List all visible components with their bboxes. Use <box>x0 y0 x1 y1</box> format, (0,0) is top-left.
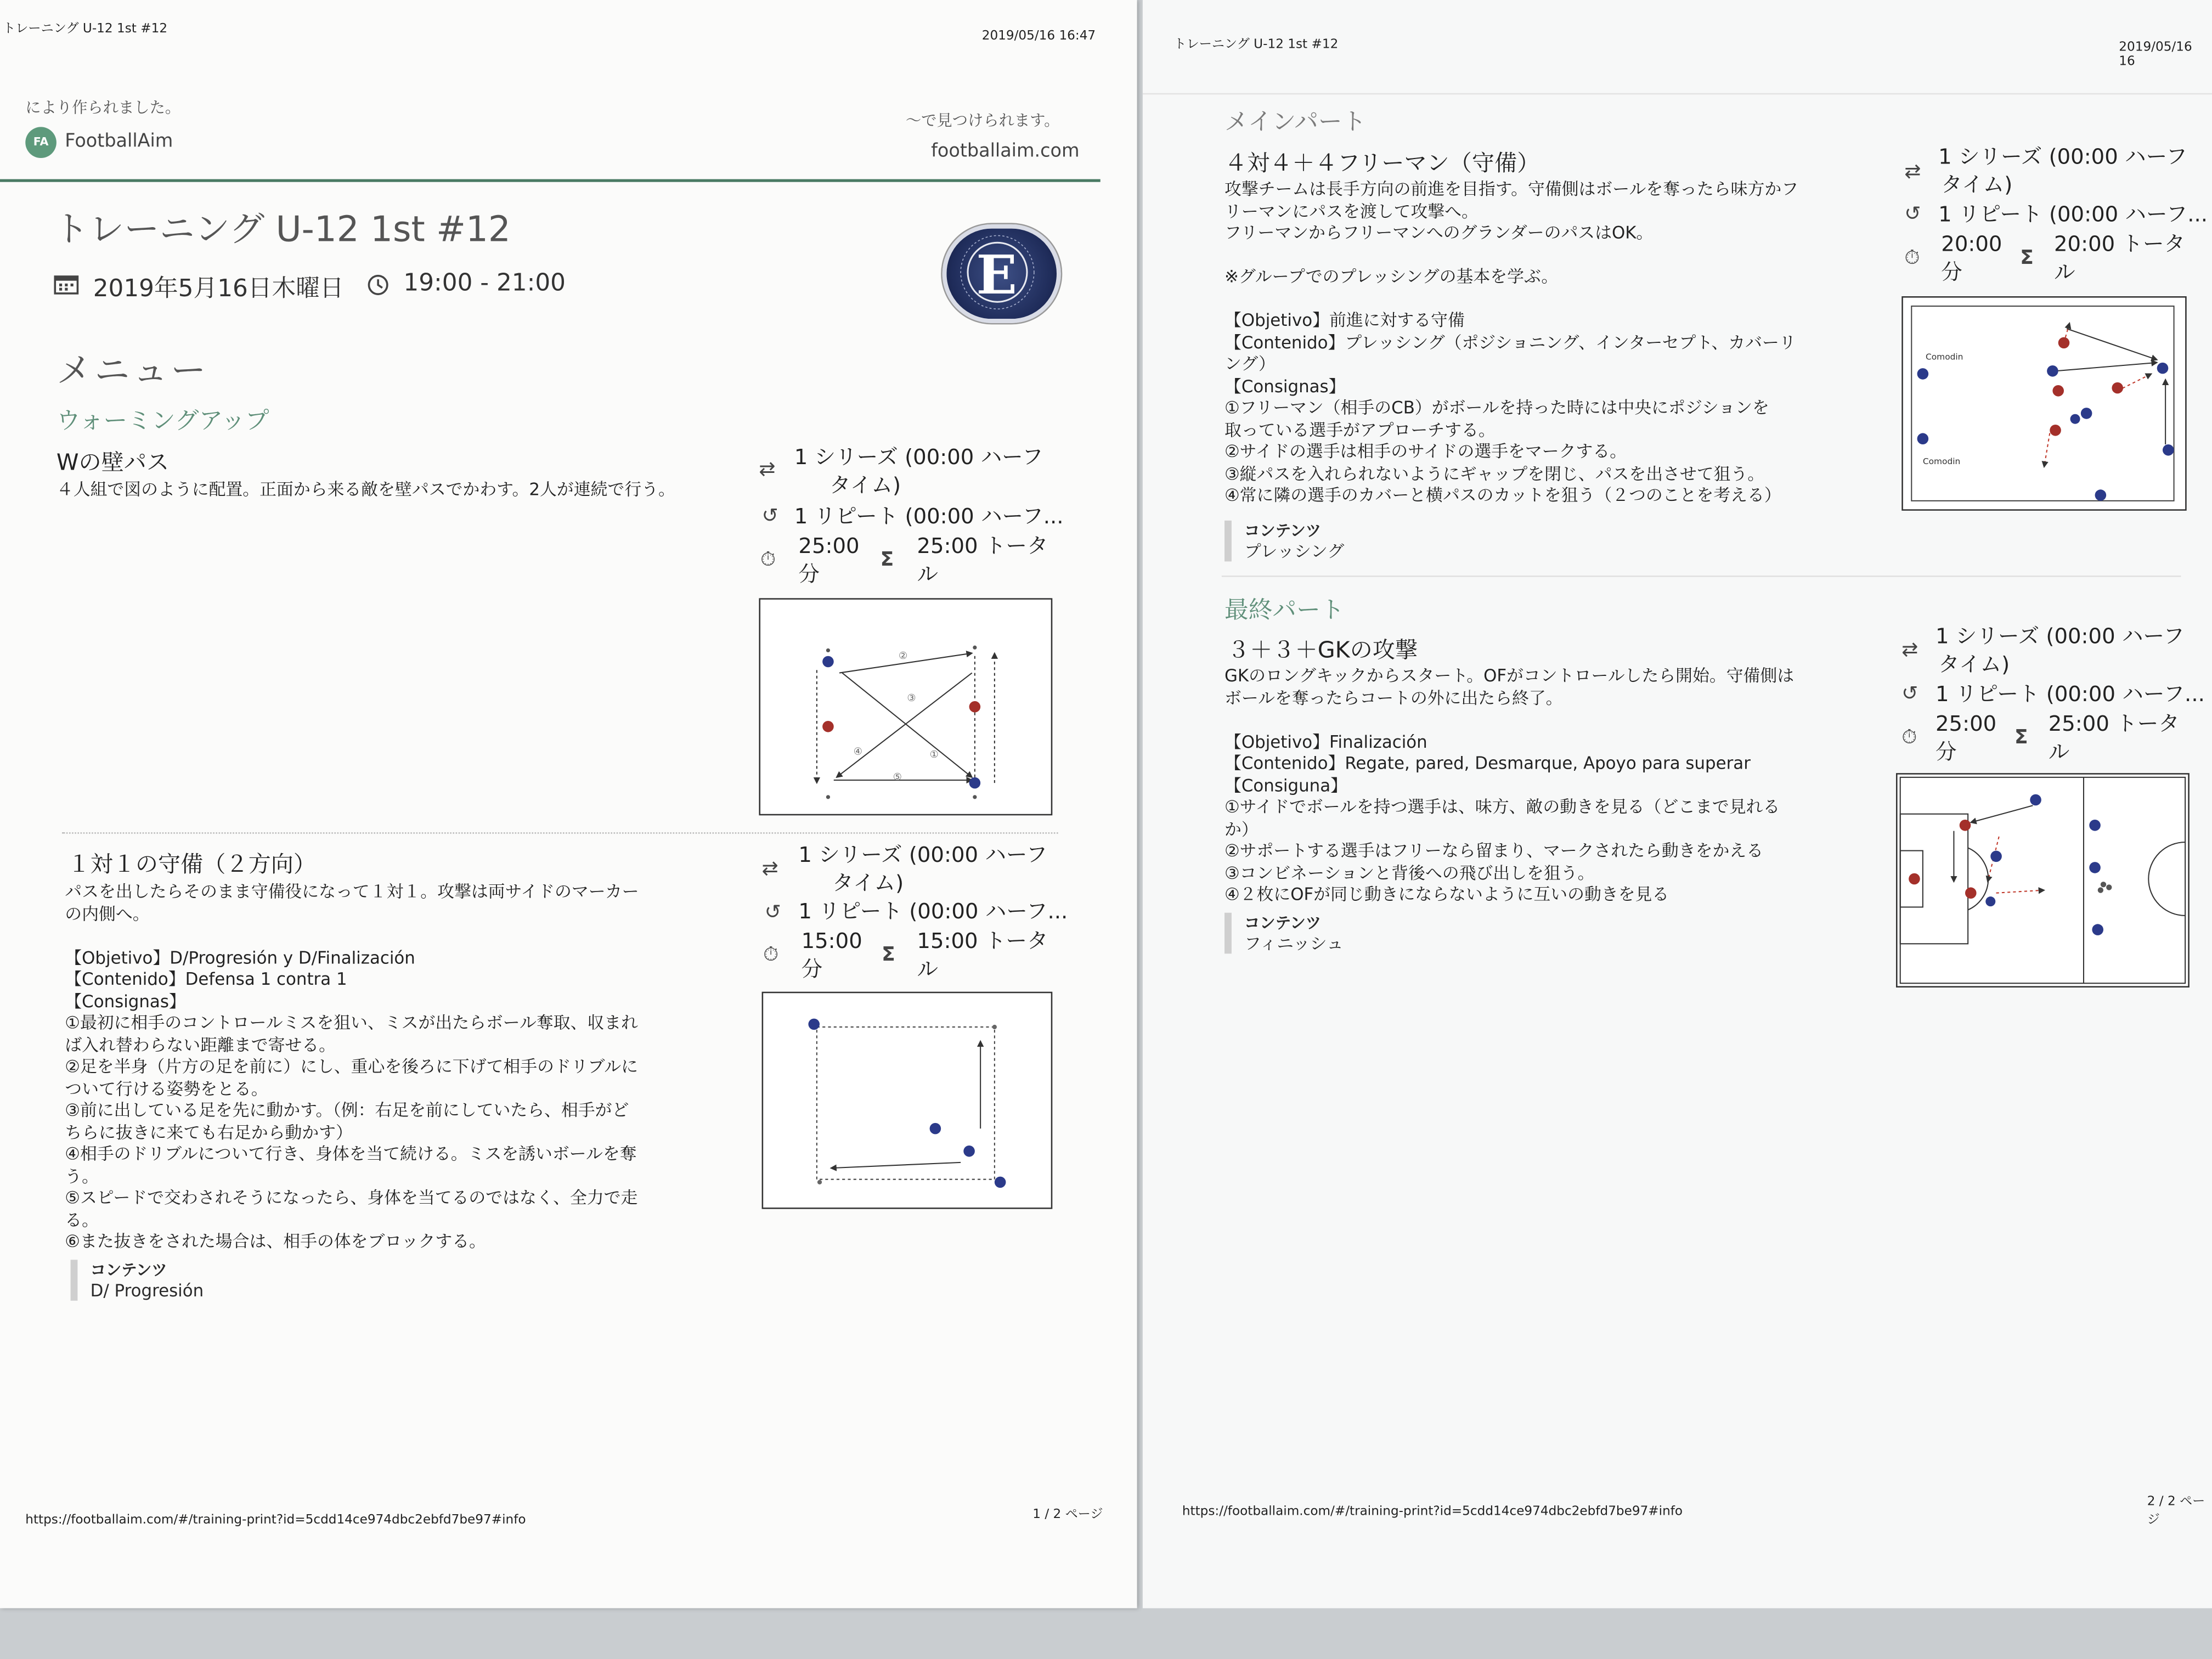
drill3-desc-line: ①フリーマン（相手のCB）がボールを持った時には中央にポジションを <box>1224 398 1769 418</box>
menu-heading: メニュー <box>56 349 209 391</box>
drill2-desc-line: 【Consignas】 <box>65 991 186 1011</box>
drill2-desc-line: の内側へ。 <box>65 904 150 923</box>
drill4-repeat: 1 リピート (00:00 ハーフ... <box>1936 681 2205 707</box>
drill2-series-line2: タイム) <box>832 870 904 896</box>
drill3-series-line1: 1 シリーズ (00:00 ハーフ <box>1938 144 2187 170</box>
drill3-total-line2: ル <box>2054 259 2075 285</box>
session-time: 19:00 - 21:00 <box>403 269 566 298</box>
drill4-duration-line1: 25:00 <box>1936 711 1997 737</box>
print-header-timestamp: 2019/05/16 16:47 <box>981 30 1096 44</box>
sigma-icon: Σ <box>882 944 895 967</box>
comodin-label-bottom: Comodin <box>1922 456 1961 466</box>
footer-url[interactable]: https://footballaim.com/#/training-print?id=5cdd14ce974dbc2ebfd7be97#info <box>25 1514 526 1528</box>
page-number: 2 / 2 ページ <box>2147 1495 2205 1528</box>
header-rule <box>1143 93 2212 95</box>
drill4-series-line1: 1 シリーズ (00:00 ハーフ <box>1936 623 2185 649</box>
drill3-repeat: 1 リピート (00:00 ハーフ... <box>1938 201 2208 227</box>
svg-text:④: ④ <box>853 746 862 758</box>
repeat-icon: ⇄ <box>759 458 776 481</box>
replay-icon: ↺ <box>761 505 778 528</box>
drill2-desc-line: ついて行ける姿勢をとる。 <box>65 1078 268 1098</box>
svg-text:⑤: ⑤ <box>893 771 902 783</box>
drill3-desc-line: フリーマンからフリーマンへのグランダーのパスはOK。 <box>1224 223 1654 243</box>
drill4-desc-line: 【Consiguna】 <box>1224 775 1347 795</box>
drill2-total-line2: ル <box>917 956 939 982</box>
drill4-desc-line: ④２枚にOFが同じ動きにならないように互いの動きを見る <box>1224 884 1669 905</box>
replay-icon: ↺ <box>1904 203 1921 226</box>
drill1-total-line1: 25:00 トータ <box>917 533 1048 559</box>
drill2-duration-line2: 分 <box>801 956 823 982</box>
drill1-total-line2: ル <box>917 561 939 587</box>
crest-monogram-icon: E <box>976 242 1017 306</box>
drill2-desc-line: ⑥また抜きをされた場合は、相手の体をブロックする。 <box>65 1231 486 1251</box>
drill3-title: ４対４＋４フリーマン（守備） <box>1224 149 1540 177</box>
drill4-series-line2: タイム) <box>1938 652 2010 678</box>
calendar-icon <box>54 272 79 295</box>
drill2-diagram <box>762 992 1053 1209</box>
drill3-desc-line: ※グループでのプレッシングの基本を学ぶ。 <box>1224 267 1559 286</box>
page-title: トレーニング U-12 1st #12 <box>53 208 511 250</box>
drill2-desc-line: 【Contenido】Defensa 1 contra 1 <box>65 969 347 989</box>
svg-text:①: ① <box>929 748 939 760</box>
repeat-icon: ⇄ <box>1901 639 1918 662</box>
drill3-desc-line <box>1224 289 1859 311</box>
comodin-label-top: Comodin <box>1926 352 1963 362</box>
drill3-desc-line <box>1224 245 1859 267</box>
drill3-desc-line: 【Contenido】プレッシング（ポジショニング、インターセプト、カバーリ <box>1224 332 1796 352</box>
drill1-description: ４人組で図のように配置。正面から来る敵を壁パスでかわす。2人が連続で行う。 <box>56 479 675 500</box>
drill2-desc-line: パスを出したらそのまま守備役になって１対１。攻撃は両サイドのマーカー <box>65 882 639 902</box>
drill3-desc-line: ④常に隣の選手のカバーと横パスのカットを狙う（２つのことを考える） <box>1224 485 1781 505</box>
drill2-desc-line: ②足を半身（片方の足を前に）にし、重心を後ろに下げて相手のドリブルに <box>65 1057 639 1076</box>
drill4-desc-line: ①サイドでボールを持つ選手は、味方、敵の動きを見る（どこまで見れる <box>1224 797 1780 817</box>
drill3-desc-line: ング） <box>1224 354 1276 374</box>
print-page-1 <box>0 0 1137 1608</box>
stopwatch-icon: ⏱ <box>1904 247 1920 270</box>
drill4-desc-line: か） <box>1224 819 1259 839</box>
drill2-desc-line: る。 <box>65 1210 99 1229</box>
drill3-desc-line: 取っている選手がアプローチする。 <box>1224 420 1496 439</box>
brand-name: FootballAim <box>65 131 173 153</box>
drill2-desc-line: ④相手のドリブルについて行き、身体を当て続ける。ミスを誘いボールを奪 <box>65 1144 637 1164</box>
drill3-desc-line: 【Objetivo】前進に対する守備 <box>1224 310 1465 330</box>
drill1-duration-line2: 分 <box>798 561 820 587</box>
clock-icon <box>367 274 390 296</box>
drill3-content-tag <box>1224 521 1344 562</box>
warmup-section-heading: ウォーミングアップ <box>56 408 269 436</box>
drill-separator <box>62 832 1058 835</box>
drill2-content-tag <box>71 1260 204 1301</box>
drill3-series-line2: タイム) <box>1941 172 2013 198</box>
sigma-icon: Σ <box>880 549 894 572</box>
final-section-heading: 最終パート <box>1224 596 1345 625</box>
created-by-text: により作られました。 <box>25 99 181 117</box>
replay-icon: ↺ <box>764 901 781 924</box>
drill1-duration-line1: 25:00 <box>798 533 860 559</box>
site-link[interactable]: footballaim.com <box>931 141 1080 162</box>
found-on-text: 〜で見つけられます。 <box>905 111 1060 130</box>
main-section-heading: メインパート <box>1224 109 1367 137</box>
drill4-description <box>1224 666 1859 906</box>
repeat-icon: ⇄ <box>1904 161 1921 184</box>
stopwatch-icon: ⏱ <box>763 944 779 967</box>
repeat-icon: ⇄ <box>761 857 778 881</box>
drill2-desc-line: う。 <box>65 1166 99 1186</box>
drill2-duration-line1: 15:00 <box>801 928 862 954</box>
drill3-desc-line: ②サイドの選手は相手のサイドの選手をマークする。 <box>1224 441 1627 461</box>
drill3-description <box>1224 179 1859 507</box>
page-number: 1 / 2 ページ <box>1032 1508 1103 1522</box>
drill4-desc-line: ②サポートする選手はフリーなら留まり、マークされたら動きをかえる <box>1224 840 1764 861</box>
drill2-repeat: 1 リピート (00:00 ハーフ... <box>798 899 1068 924</box>
drill2-series-line1: 1 シリーズ (00:00 ハーフ <box>798 842 1048 868</box>
drill1-series-line1: 1 シリーズ (00:00 ハーフ <box>794 444 1043 470</box>
drill3-desc-line: ③縦パスを入れられないようにギャップを閉じ、パスを出させて狙う。 <box>1224 463 1765 483</box>
drill3-diagram <box>1901 296 2186 511</box>
drill1-title: Wの壁パス <box>56 448 170 476</box>
replay-icon: ↺ <box>1901 682 1918 706</box>
drill4-title: ３＋３＋GKの攻撃 <box>1227 636 1418 663</box>
drill4-desc-line: ボールを奪ったらコートの外に出たら終了。 <box>1224 687 1563 708</box>
drill3-content-label: コンテンツ <box>1244 522 1322 540</box>
drill3-duration-line2: 分 <box>1941 259 1962 285</box>
drill3-desc-line: リーマンにパスを渡して攻撃へ。 <box>1224 201 1479 221</box>
drill3-desc-line: 【Consignas】 <box>1224 376 1346 396</box>
drill2-description <box>65 882 728 1254</box>
print-header-timestamp: 2019/05/16 16 <box>2119 41 2192 69</box>
print-header-title: トレーニング U-12 1st #12 <box>3 22 168 37</box>
drill2-content-value: D/ Progresión <box>90 1280 204 1301</box>
print-page-2 <box>1143 0 2212 1608</box>
drill4-desc-line <box>1224 709 1859 731</box>
drill1-diagram <box>759 598 1052 815</box>
drill1-repeat: 1 リピート (00:00 ハーフ... <box>794 504 1064 529</box>
drill4-total-line2: ル <box>2048 739 2070 765</box>
header-rule <box>0 179 1101 182</box>
drill4-diagram <box>1896 773 2190 988</box>
drill4-content-tag <box>1224 913 1344 954</box>
stopwatch-icon: ⏱ <box>760 549 776 572</box>
drill2-content-label: コンテンツ <box>90 1261 167 1280</box>
drill1-series-line2: タイム) <box>830 472 901 498</box>
stopwatch-icon: ⏱ <box>1901 726 1917 749</box>
drill4-content-value: フィニッシュ <box>1244 934 1344 954</box>
drill2-total-line1: 15:00 トータ <box>917 928 1048 954</box>
sigma-icon: Σ <box>2015 726 2028 749</box>
drill3-duration-line1: 20:00 <box>1941 231 2002 257</box>
drill4-desc-line: GKのロングキックからスタート。OFがコントロールしたら開始。守備側は <box>1224 665 1795 686</box>
drill4-total-line1: 25:00 トータ <box>2048 711 2180 737</box>
drill3-content-value: プレッシング <box>1244 541 1345 562</box>
print-header-title: トレーニング U-12 1st #12 <box>1173 38 1339 53</box>
footer-url[interactable]: https://footballaim.com/#/training-print?id=5cdd14ce974dbc2ebfd7be97#info <box>1182 1505 1683 1520</box>
drill4-duration-line2: 分 <box>1936 739 1957 765</box>
svg-text:②: ② <box>899 650 908 662</box>
club-crest-logo <box>943 224 1061 323</box>
drill4-desc-line: 【Objetivo】Finalización <box>1224 731 1427 752</box>
section-separator <box>1222 575 2181 578</box>
drill2-desc-line: 【Objetivo】D/Progresión y D/Finalización <box>65 947 415 967</box>
svg-text:③: ③ <box>907 692 916 704</box>
footballaim-logo-icon: FA <box>25 127 57 158</box>
drill4-content-label: コンテンツ <box>1244 914 1322 933</box>
drill4-desc-line: 【Contenido】Regate, pared, Desmarque, Apoyo para superar <box>1224 753 1751 774</box>
drill2-desc-line: ①最初に相手のコントロールミスを狙い、ミスが出たらボール奪取、収まれ <box>65 1013 639 1033</box>
sigma-icon: Σ <box>2020 247 2034 270</box>
drill2-desc-line: ⑤スピードで交わされそうになったら、身体を当てるのではなく、全力で走 <box>65 1188 638 1208</box>
drill3-desc-line: 攻撃チームは長手方向の前進を目指す。守備側はボールを奪ったら味方かフ <box>1224 179 1799 199</box>
drill2-desc-line: ちらに抜きに来ても右足から動かす） <box>65 1122 353 1142</box>
session-date: 2019年5月16日木曜日 <box>93 275 344 303</box>
drill3-total-line1: 20:00 トータ <box>2054 231 2186 257</box>
drill2-desc-line: ば入れ替わらない距離まで寄せる。 <box>65 1035 336 1055</box>
drill2-desc-line <box>65 926 728 947</box>
drill2-title: １対１の守備（２方向） <box>67 850 317 878</box>
drill2-desc-line: ③前に出している足を先に動かす。（例：右足を前にしていたら、相手がど <box>65 1100 629 1120</box>
drill4-desc-line: ③コンビネーションと背後への飛び出しを狙う。 <box>1224 862 1595 883</box>
